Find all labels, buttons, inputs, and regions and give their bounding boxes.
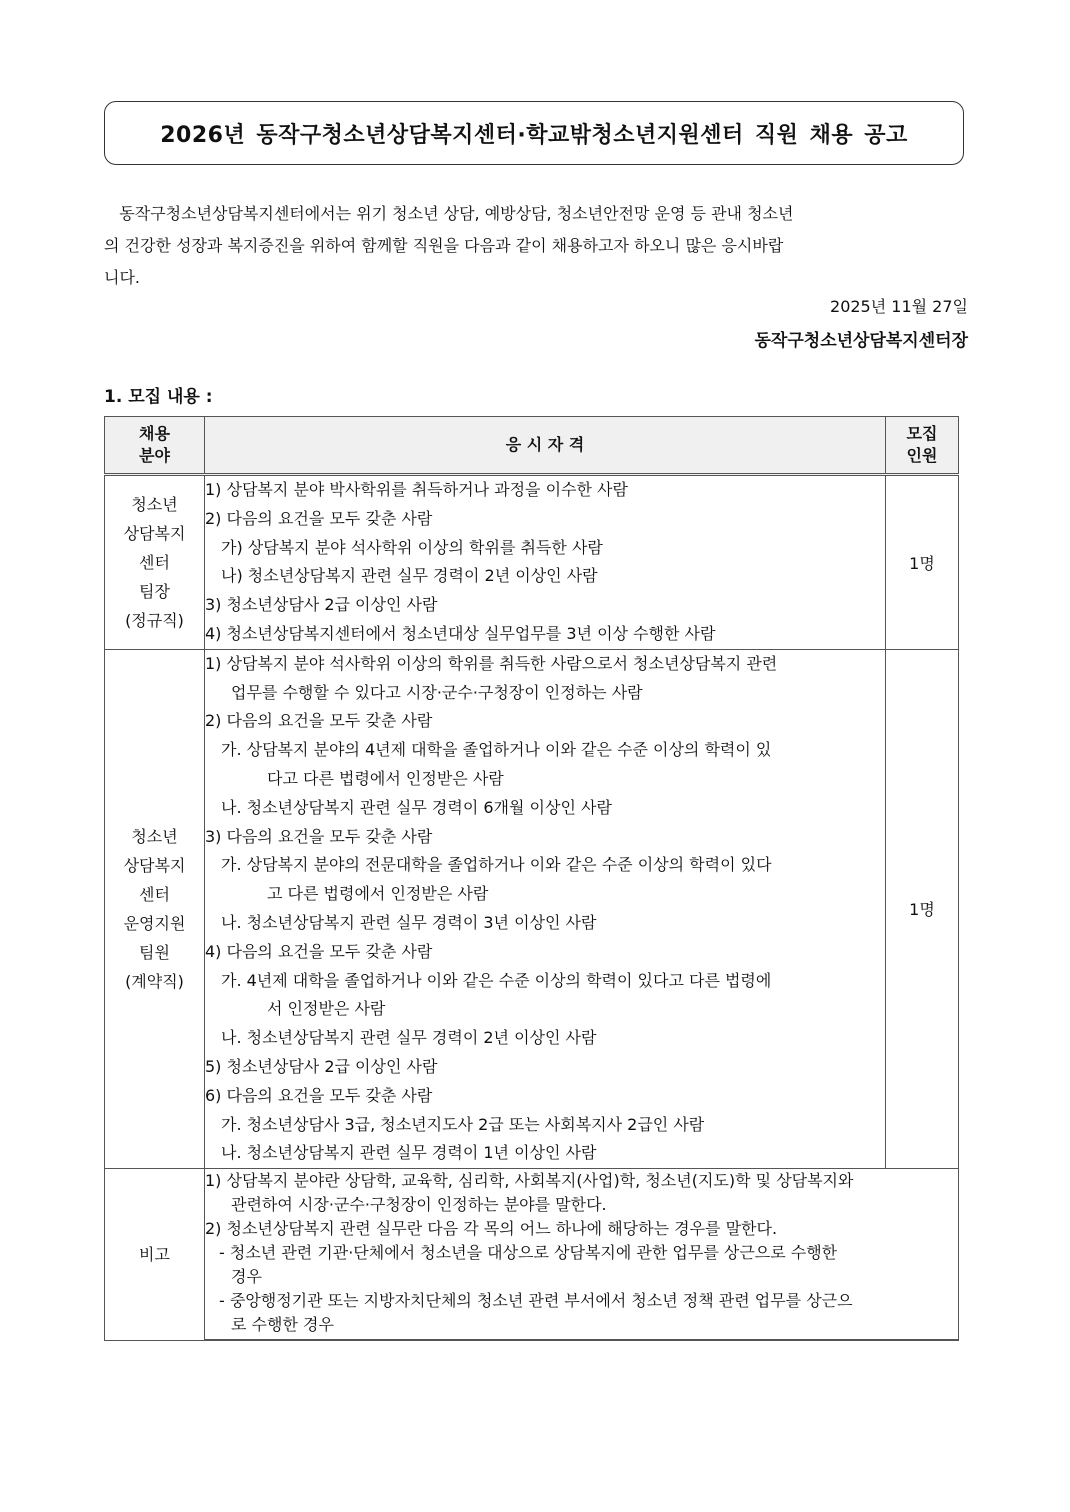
- qualification-line: 나) 청소년상담복지 관련 실무 경력이 2년 이상인 사람: [221, 566, 598, 586]
- page-title: 2026년 동작구청소년상담복지센터·학교밖청소년지원센터 직원 채용 공고: [160, 122, 908, 148]
- field-line: 팀장: [139, 581, 170, 601]
- intro-line: 의 건강한 성장과 복지증진을 위하여 함께할 직원을 다음과 같이 채용하고자 하오니 많은 응시바랍: [104, 236, 784, 255]
- qualification-line: 가. 청소년상담사 3급, 청소년지도사 2급 또는 사회복지사 2급인 사람: [221, 1114, 705, 1134]
- header-field: [105, 417, 205, 475]
- qualification-line: 나. 청소년상담복지 관련 실무 경력이 1년 이상인 사람: [221, 1143, 597, 1163]
- note-line: 관련하여 시장·군수·구청장이 인정하는 분야를 말한다.: [231, 1195, 607, 1215]
- qualification-cell: [205, 475, 886, 650]
- table-row: [105, 649, 959, 1168]
- section-title: 1. 모집 내용 :: [104, 387, 213, 407]
- qualification-line: 가. 상담복지 분야의 4년제 대학을 졸업하거나 이와 같은 수준 이상의 학력이 있: [221, 740, 772, 760]
- recruitment-table: [104, 416, 959, 1341]
- count-cell: 1명: [886, 475, 959, 650]
- count-cell: 1명: [886, 649, 959, 1168]
- qualification-line: 5) 청소년상담사 2급 이상인 사람: [205, 1056, 438, 1076]
- field-line: 센터: [139, 552, 170, 572]
- field-cell: [105, 649, 205, 1168]
- note-line: 1) 상담복지 분야란 상담학, 교육학, 심리학, 사회복지(사업)학, 청소년(지도)학 및 상담복지와: [205, 1171, 854, 1191]
- field-line: 운영지원: [123, 913, 186, 933]
- field-cell: [105, 475, 205, 650]
- note-cell: [205, 1169, 959, 1341]
- note-line: 로 수행한 경우: [231, 1315, 334, 1335]
- qualification-line: 2) 다음의 요건을 모두 갖춘 사람: [205, 711, 433, 731]
- intro-paragraph: [104, 198, 970, 294]
- field-line: 청소년: [131, 494, 178, 514]
- qualification-line: 3) 청소년상담사 2급 이상인 사람: [205, 595, 438, 615]
- table-header-row: [105, 417, 959, 475]
- header-field-line: 분야: [139, 446, 170, 465]
- qualification-line: 나. 청소년상담복지 관련 실무 경력이 6개월 이상인 사람: [221, 797, 612, 817]
- qualification-line: 가) 상담복지 분야 석사학위 이상의 학위를 취득한 사람: [221, 537, 603, 557]
- field-line: (정규직): [125, 610, 184, 630]
- field-line: (계약직): [125, 971, 184, 991]
- note-line: - 청소년 관련 기관·단체에서 청소년을 대상으로 상담복지에 관한 업무를 상근으로 수행한: [219, 1243, 838, 1263]
- note-line: 경우: [231, 1267, 262, 1287]
- qualification-line: 고 다른 법령에서 인정받은 사람: [267, 884, 489, 904]
- header-qualification: 응 시 자 격: [205, 417, 886, 475]
- field-line: 센터: [139, 884, 170, 904]
- header-field-line: 채용: [139, 424, 170, 443]
- field-line: 팀원: [139, 942, 170, 962]
- qualification-line: 1) 상담복지 분야 박사학위를 취득하거나 과정을 이수한 사람: [205, 480, 628, 499]
- qualification-line: 서 인정받은 사람: [267, 999, 386, 1019]
- table-row-note: [105, 1169, 959, 1341]
- intro-line: 동작구청소년상담복지센터에서는 위기 청소년 상담, 예방상담, 청소년안전망 운영 등 관내 청소년: [104, 204, 794, 223]
- qualification-line: 4) 청소년상담복지센터에서 청소년대상 실무업무를 3년 이상 수행한 사람: [205, 623, 716, 643]
- header-count-line: 인원: [906, 446, 938, 465]
- qualification-line: 다고 다른 법령에서 인정받은 사람: [267, 768, 504, 788]
- qualification-line: 가. 4년제 대학을 졸업하거나 이와 같은 수준 이상의 학력이 있다고 다른 법령에: [221, 970, 772, 990]
- field-line: 상담복지: [123, 523, 186, 543]
- qualification-line: 6) 다음의 요건을 모두 갖춘 사람: [205, 1085, 433, 1105]
- qualification-line: 3) 다음의 요건을 모두 갖춘 사람: [205, 826, 433, 846]
- note-line: - 중앙행정기관 또는 지방자치단체의 청소년 관련 부서에서 청소년 정책 관련 업무를 상근으: [219, 1291, 853, 1311]
- qualification-line: 2) 다음의 요건을 모두 갖춘 사람: [205, 508, 433, 528]
- qualification-line: 업무를 수행할 수 있다고 시장·군수·구청장이 인정하는 사람: [231, 682, 643, 702]
- header-count: [886, 417, 959, 475]
- title-box: [104, 101, 964, 165]
- note-divider: [205, 1339, 958, 1340]
- header-count-line: 모집: [906, 424, 938, 443]
- qualification-line: 나. 청소년상담복지 관련 실무 경력이 2년 이상인 사람: [221, 1028, 597, 1048]
- intro-line: 니다.: [104, 268, 140, 287]
- note-line: 2) 청소년상담복지 관련 실무란 다음 각 목의 어느 하나에 해당하는 경우를 말한다.: [205, 1219, 778, 1239]
- note-label: 비고: [105, 1169, 205, 1341]
- announcement-date: 2025년 11월 27일: [830, 297, 968, 316]
- qualification-cell: [205, 649, 886, 1168]
- qualification-line: 나. 청소년상담복지 관련 실무 경력이 3년 이상인 사람: [221, 912, 597, 932]
- qualification-line: 가. 상담복지 분야의 전문대학을 졸업하거나 이와 같은 수준 이상의 학력이 있다: [221, 855, 772, 875]
- field-line: 청소년: [131, 826, 178, 846]
- qualification-line: 4) 다음의 요건을 모두 갖춘 사람: [205, 941, 433, 961]
- table-row: [105, 475, 959, 650]
- signer: 동작구청소년상담복지센터장: [754, 331, 968, 351]
- field-line: 상담복지: [123, 855, 186, 875]
- qualification-line: 1) 상담복지 분야 석사학위 이상의 학위를 취득한 사람으로서 청소년상담복지 관련: [205, 653, 778, 673]
